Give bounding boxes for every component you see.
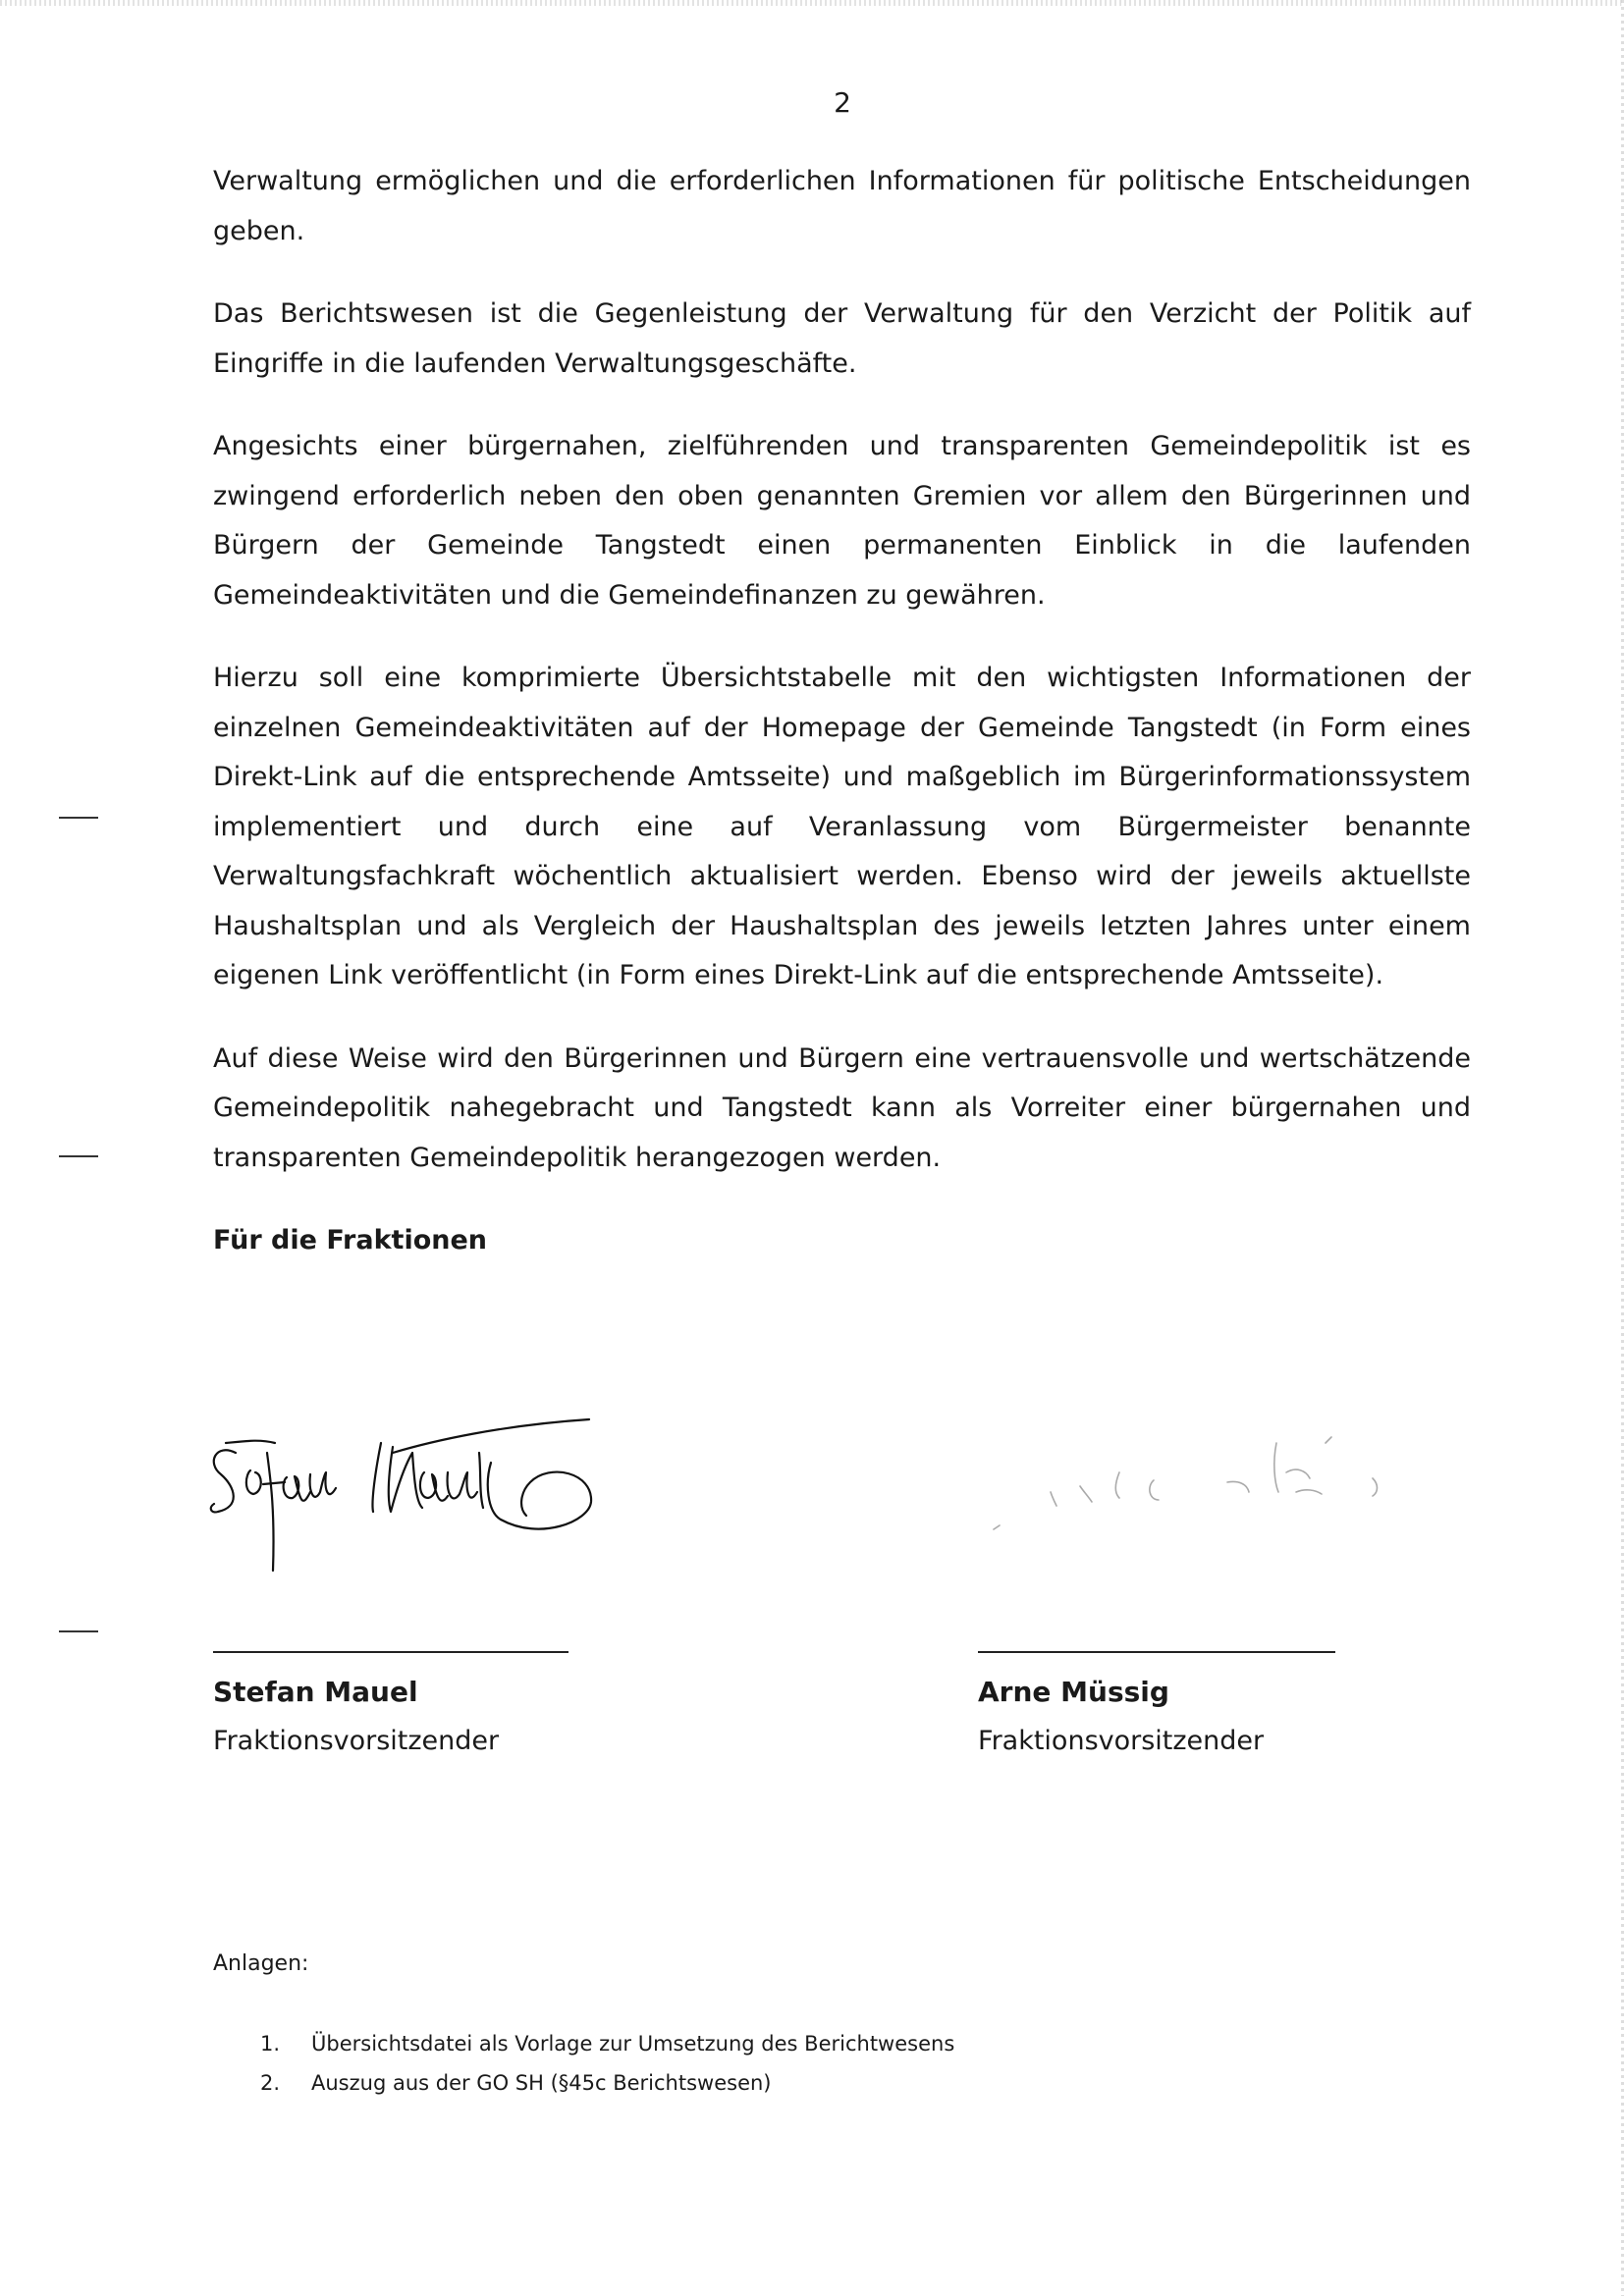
attachments-label: Anlagen: bbox=[213, 1951, 309, 1976]
signature-line-2 bbox=[978, 1651, 1335, 1653]
fold-mark-bottom bbox=[59, 1630, 98, 1632]
signature-arne-muessig bbox=[982, 1423, 1404, 1551]
paragraph-3: Angesichts einer bürgernahen, zielführenden und transparenten Gemeindepolitik ist es zwingend erforderlich neben den oben genannten Gremien vor allem den Bürgerinnen und Bürgern der Gemeinde Tangstedt einen permanenten Einblick in die laufenden Gemeindeaktivitäten und die Gemeindefinanzen zu gewähren. bbox=[213, 431, 1471, 611]
attachment-item bbox=[260, 2024, 954, 2063]
signature-stefan-mauel bbox=[206, 1414, 599, 1580]
letter-body bbox=[213, 157, 1471, 1300]
page-number: 2 bbox=[834, 86, 851, 119]
attachment-number: 1. bbox=[260, 2032, 281, 2056]
attachment-item bbox=[260, 2063, 954, 2103]
closing-line: Für die Fraktionen bbox=[213, 1225, 488, 1255]
paragraph-1: Verwaltung ermöglichen und die erforderlichen Informationen für politische Entscheidungen geben. bbox=[213, 166, 1471, 246]
signer-role-1: Fraktionsvorsitzender bbox=[213, 1726, 500, 1756]
attachment-text: Auszug aus der GO SH (§45c Berichtswesen) bbox=[311, 2071, 772, 2095]
scan-edge-top bbox=[0, 0, 1624, 6]
fold-mark-top bbox=[59, 817, 98, 819]
attachment-number: 2. bbox=[260, 2071, 281, 2095]
attachment-text: Übersichtsdatei als Vorlage zur Umsetzung des Berichtwesens bbox=[311, 2032, 955, 2056]
fold-mark-middle bbox=[59, 1155, 98, 1157]
signer-name-1: Stefan Mauel bbox=[213, 1676, 418, 1708]
attachments-list bbox=[260, 2024, 954, 2103]
paragraph-5: Auf diese Weise wird den Bürgerinnen und Bürgern eine vertrauensvolle und wertschätzende Gemeindepolitik nahegebracht und Tangstedt kann als Vorreiter einer bürgernahen und transparenten Gemeindepolitik herangezogen werden. bbox=[213, 1042, 1471, 1173]
signature-line-1 bbox=[213, 1651, 568, 1653]
signer-role-2: Fraktionsvorsitzender bbox=[978, 1726, 1265, 1756]
paragraph-4: Hierzu soll eine komprimierte Übersichtstabelle mit den wichtigsten Informationen der einzelnen Gemeindeaktivitäten auf der Homepage der Gemeinde Tangstedt (in Form eines Direkt-Link auf die entsprechende Amtsseite) und maßgeblich im Bürgerinformationssystem implementiert und durch eine auf Veranlassung vom Bürgermeister benannte Verwaltungsfachkraft wöchentlich aktualisiert werden. Ebenso wird der jeweils aktuellste Haushaltsplan und als Vergleich der Haushaltsplan des jeweils letzten Jahres unter einem eigenen Link veröffentlicht (in Form eines Direkt-Link auf die entsprechende Amtsseite). bbox=[213, 663, 1471, 990]
signer-name-2: Arne Müssig bbox=[978, 1676, 1169, 1708]
paragraph-2: Das Berichtswesen ist die Gegenleistung der Verwaltung für den Verzicht der Politik auf Eingriffe in die laufenden Verwaltungsgeschäfte. bbox=[213, 298, 1471, 379]
